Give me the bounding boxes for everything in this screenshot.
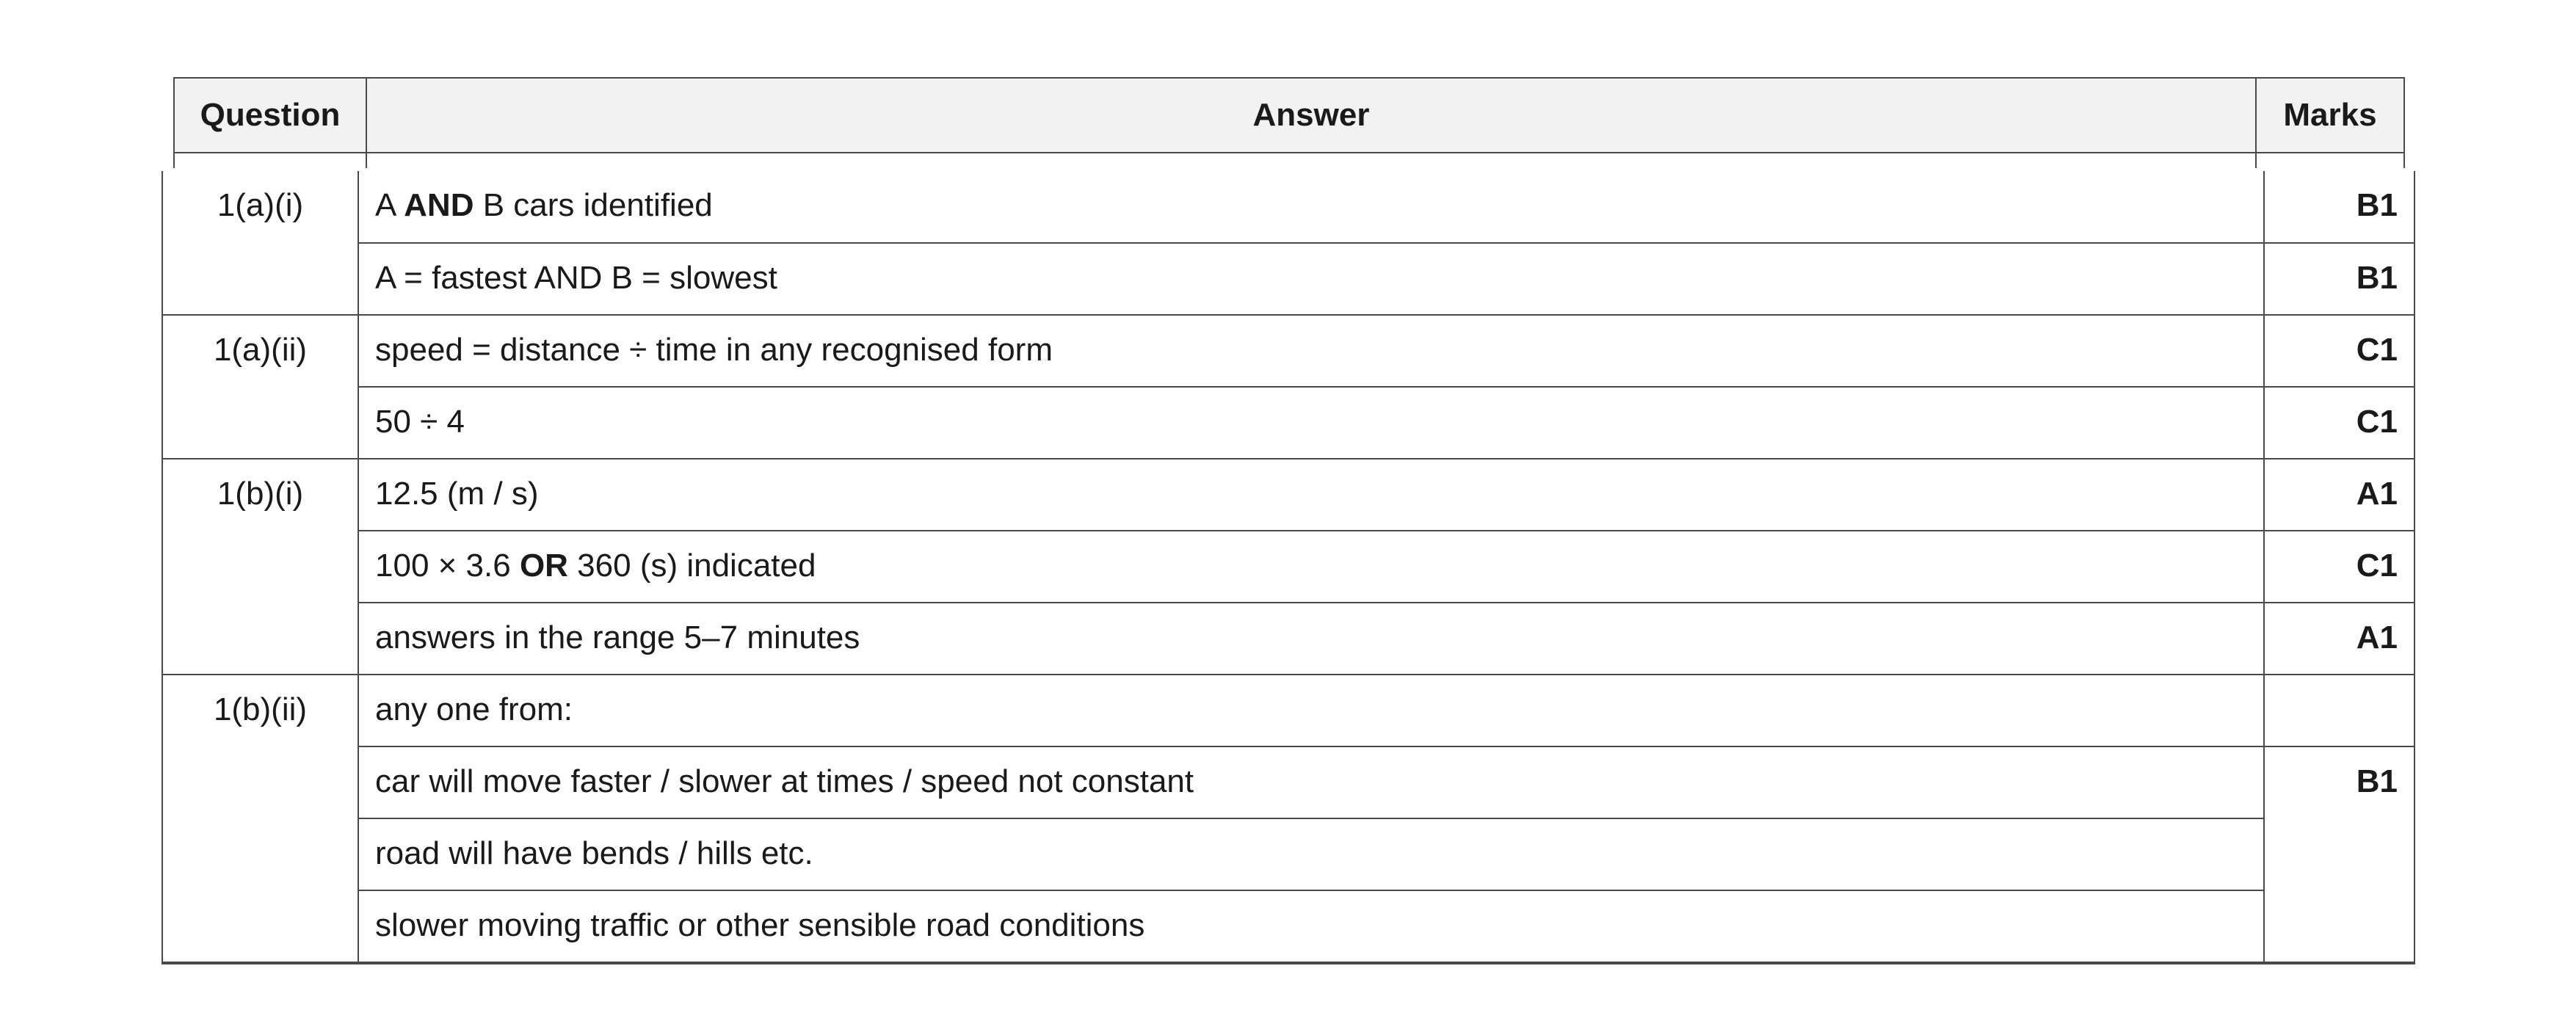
- answer-cell: 50 ÷ 4: [358, 387, 2264, 459]
- mark-cell: C1: [2264, 531, 2414, 603]
- answer-cell: car will move faster / slower at times / speed not constant: [358, 746, 2264, 818]
- question-cell: 1(b)(ii): [163, 675, 358, 962]
- header-divider: [366, 153, 367, 168]
- mark-cell: C1: [2264, 315, 2414, 387]
- header-divider: [2403, 153, 2405, 168]
- marks-column-header: Marks: [2283, 97, 2377, 133]
- table-row: [163, 387, 2414, 459]
- answer-cell: 12.5 (m / s): [358, 459, 2264, 531]
- mark-cell: A1: [2264, 459, 2414, 531]
- answer-cell: answers in the range 5–7 minutes: [358, 603, 2264, 675]
- mark-cell: C1: [2264, 387, 2414, 459]
- table-row: [163, 459, 2414, 531]
- answer-column-header: Answer: [367, 79, 2257, 152]
- answer-cell: 100 × 3.6 OR 360 (s) indicated: [358, 531, 2264, 603]
- answer-cell: A AND B cars identified: [358, 171, 2264, 243]
- question-cell: 1(b)(i): [163, 459, 358, 675]
- answer-cell: A = fastest AND B = slowest: [358, 243, 2264, 315]
- table-header: [173, 77, 2405, 153]
- table-row: [163, 890, 2414, 962]
- mark-cell: [2264, 675, 2414, 746]
- table-row: [163, 675, 2414, 746]
- question-cell: 1(a)(i): [163, 171, 358, 315]
- table-row: [163, 315, 2414, 387]
- answer-cell: road will have bends / hills etc.: [358, 818, 2264, 890]
- mark-cell: A1: [2264, 603, 2414, 675]
- mark-cell: B1: [2264, 243, 2414, 315]
- question-cell: 1(a)(ii): [163, 315, 358, 459]
- header-divider: [173, 153, 175, 168]
- table-row: [163, 818, 2414, 890]
- mark-scheme-table: [162, 171, 2415, 964]
- table-row: [163, 171, 2414, 243]
- mark-cell: B1: [2264, 171, 2414, 243]
- answer-cell: any one from:: [358, 675, 2264, 746]
- mark-cell: B1: [2264, 746, 2414, 962]
- table-row: [163, 531, 2414, 603]
- answer-cell: slower moving traffic or other sensible road conditions: [358, 890, 2264, 962]
- table-row: [163, 603, 2414, 675]
- header-divider: [2255, 153, 2257, 168]
- answer-cell: speed = distance ÷ time in any recognised form: [358, 315, 2264, 387]
- table-row: [163, 746, 2414, 818]
- table-row: [163, 243, 2414, 315]
- question-column-header: Question: [175, 79, 367, 152]
